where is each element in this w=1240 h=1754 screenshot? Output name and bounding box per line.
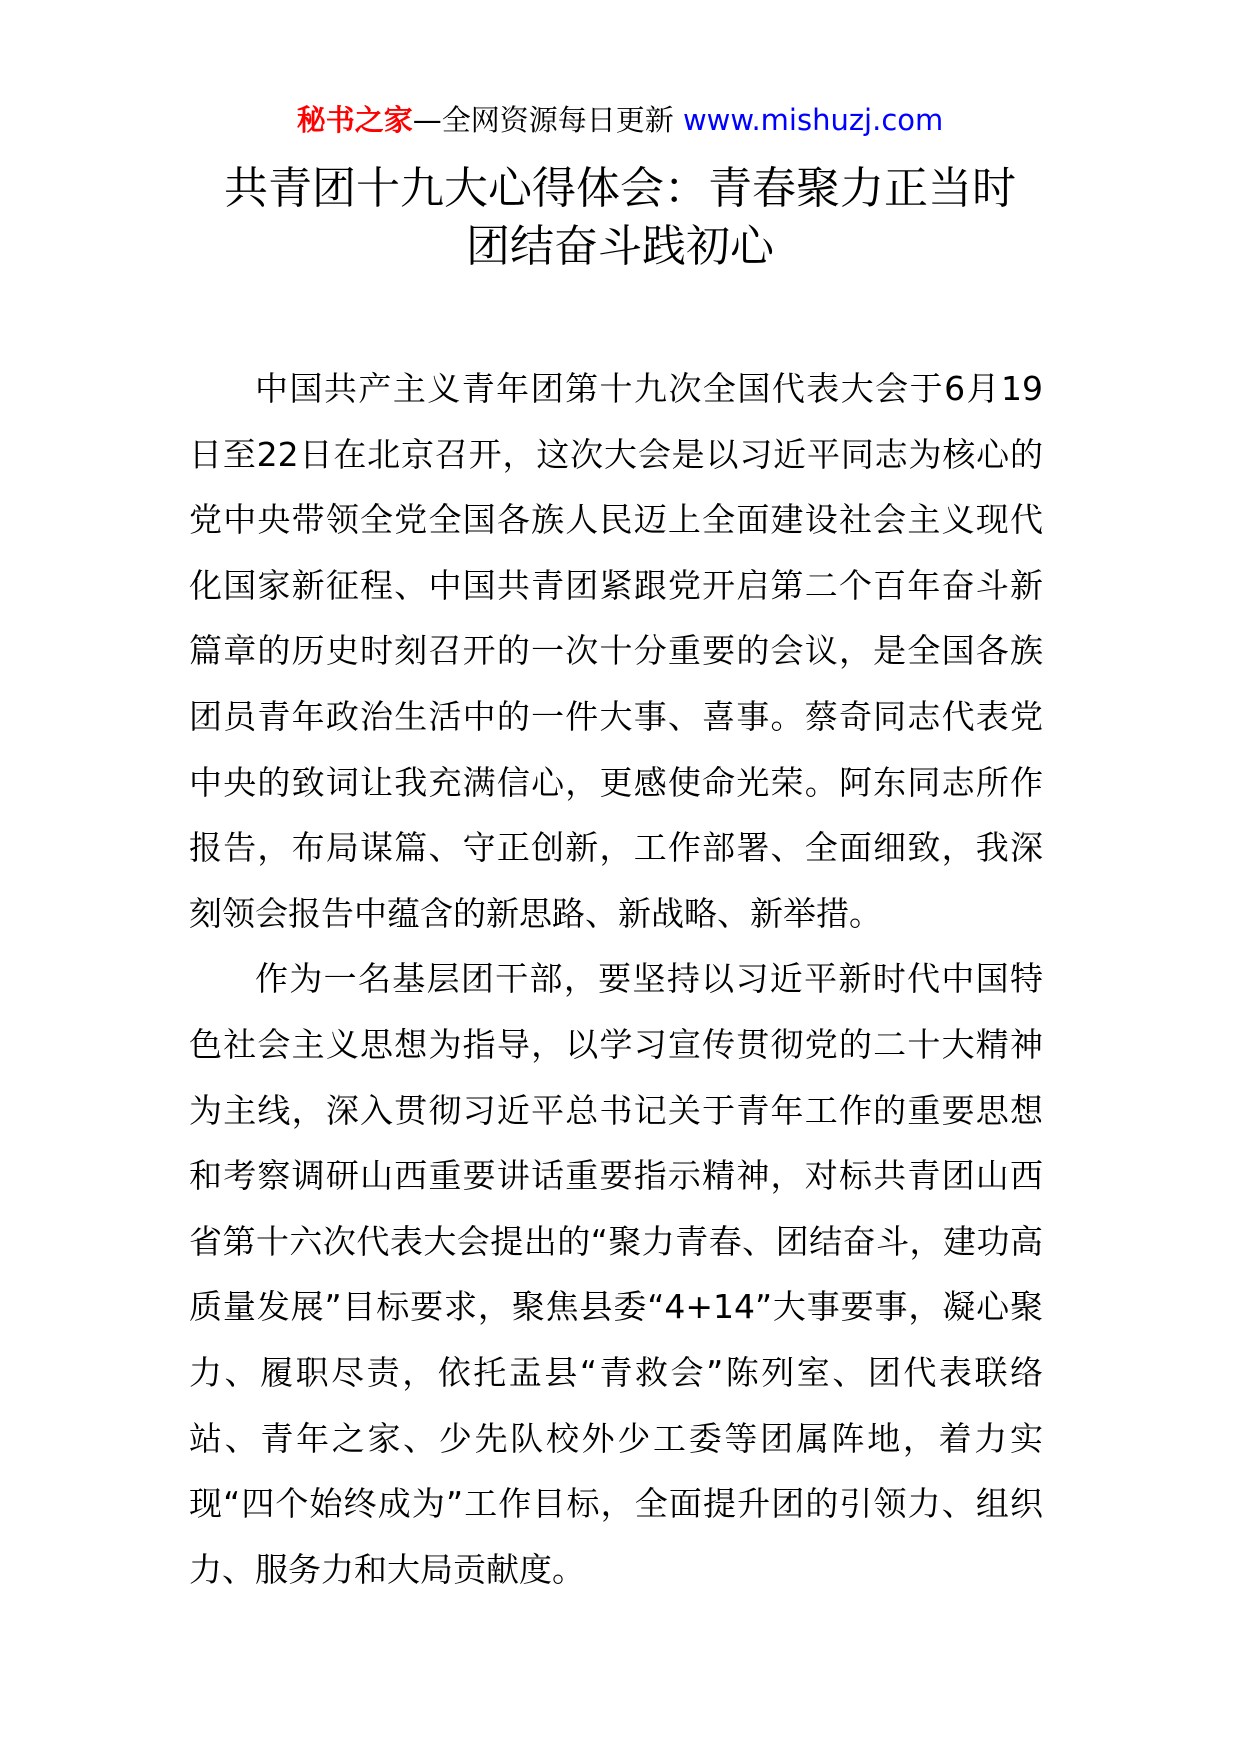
- title-line-1: 共青团十九大心得体会：青春聚力正当时: [224, 163, 1016, 214]
- brand-name: 秘书之家: [296, 103, 413, 137]
- document-title: [0, 160, 1240, 276]
- paragraph-1: 中国共产主义青年团第十九次全国代表大会于6月19日至22日在北京召开，这次大会是以习近平同志为核心的党中央带领全党全国各族人民迈上全面建设社会主义现代化国家新征程、中国共青团紧跟党开启第二个百年奋斗新篇章的历史时刻召开的一次十分重要的会议，是全国各族团员青年政治生活中的一件大事、喜事。蔡奇同志代表党中央的致词让我充满信心，更感使命光荣。阿东同志所作报告，布局谋篇、守正创新，工作部署、全面细致，我深刻领会报告中蕴含的新思路、新战略、新举措。: [189, 369, 1043, 933]
- title-line-2: 团结奋斗践初心: [466, 221, 774, 272]
- paragraph-2: 作为一名基层团干部，要坚持以习近平新时代中国特色社会主义思想为指导，以学习宣传贯彻党的二十大精神为主线，深入贯彻习近平总书记关于青年工作的重要思想和考察调研山西重要讲话重要指示精神，对标共青团山西省第十六次代表大会提出的“聚力青春、团结奋斗，建功高质量发展”目标要求，聚焦县委“4+14”大事要事，凝心聚力、履职尽责，依托盂县“青救会”陈列室、团代表联络站、青年之家、少先队校外少工委等团属阵地，着力实现“四个始终成为”工作目标，全面提升团的引领力、组织力、服务力和大局贡献度。: [189, 959, 1043, 1589]
- document-body: [189, 356, 1043, 1602]
- site-url-link[interactable]: www.mishuzj.com: [682, 103, 944, 137]
- header-tagline: —全网资源每日更新: [412, 103, 674, 137]
- site-header: [0, 100, 1240, 140]
